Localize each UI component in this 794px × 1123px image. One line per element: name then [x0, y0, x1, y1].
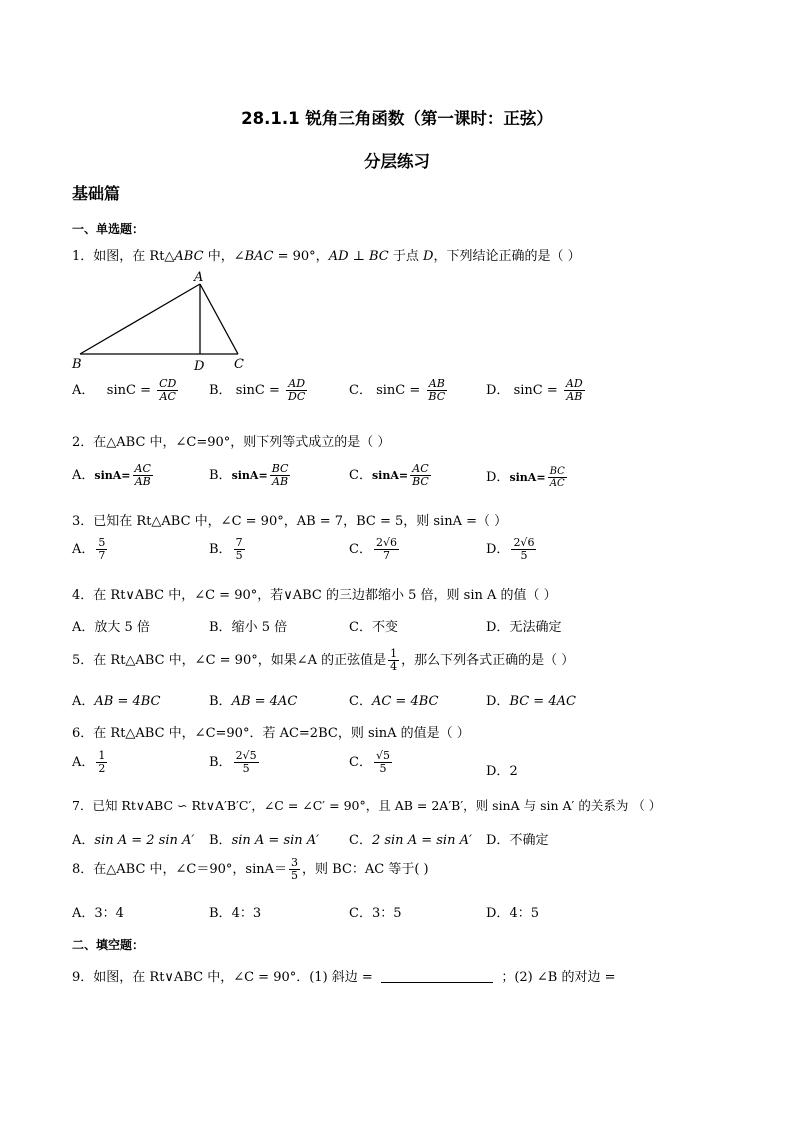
- label-c: C: [234, 357, 244, 372]
- q7-option-a[interactable]: A．sin A = 2 sin A′: [72, 833, 195, 848]
- q7-option-c[interactable]: C．2 sin A = sin A′: [349, 833, 472, 848]
- q3-option-b[interactable]: B． $\frac{7}{5}$: [209, 536, 243, 563]
- q4-option-d[interactable]: D．无法确定: [486, 620, 562, 635]
- q3-option-a[interactable]: A． $\frac{5}{7}$: [72, 536, 106, 563]
- q2-option-c[interactable]: C．sinA= $\frac{AC}{BC}$: [349, 462, 429, 489]
- q6-option-d[interactable]: D．2: [486, 764, 518, 779]
- label-d: D: [194, 359, 205, 374]
- question-2-stem: 2．在△ABC 中，∠C=90°，则下列等式成立的是（ ）: [72, 435, 391, 450]
- q8-option-d[interactable]: D．4：5: [486, 906, 539, 921]
- question-5-stem: 5．在 Rt△ABC 中，∠C = 90°，如果∠A 的正弦值是 $\frac{1}{4}$ ，那么下列各式正确的是（ ）: [72, 647, 575, 674]
- q5-option-b[interactable]: B．AB = 4AC: [209, 694, 298, 709]
- question-3-stem: 3．已知在 Rt△ABC 中，∠C = 90°，AB = 7，BC = 5，则 sinA =（ ）: [72, 514, 508, 529]
- page-subtitle: 分层练习: [364, 152, 430, 171]
- q1-option-b[interactable]: B． sinC = $\frac{AD}{DC}$: [209, 377, 306, 404]
- q8-option-b[interactable]: B．4：3: [209, 906, 262, 921]
- q5-option-c[interactable]: C．AC = 4BC: [349, 694, 439, 709]
- part-heading-single-choice: 一、单选题：: [72, 222, 145, 236]
- q2-option-a[interactable]: A．sinA= $\frac{AC}{AB}$: [72, 462, 151, 489]
- q7-option-b[interactable]: B．sin A = sin A′: [209, 833, 320, 848]
- q8-option-a[interactable]: A．3：4: [72, 906, 124, 921]
- q6-option-b[interactable]: B． $\frac{2√5}{5}$: [209, 749, 257, 776]
- q7-option-d[interactable]: D．不确定: [486, 833, 549, 848]
- question-9-stem: 9．如图，在 Rt∨ABC 中，∠C = 90°．(1) 斜边 = ；(2) ∠B 的对边 =: [72, 970, 616, 985]
- q6-option-c[interactable]: C． $\frac{√5}{5}$: [349, 749, 390, 776]
- q1-option-c[interactable]: C． sinC = $\frac{AB}{BC}$: [349, 377, 446, 404]
- label-a: A: [194, 270, 204, 285]
- part-heading-fill-blank: 二、填空题：: [72, 938, 145, 952]
- question-7-stem: 7．已知 Rt∨ABC ∽ Rt∨A′B′C′，∠C = ∠C′ = 90°，且 AB = 2A′B′，则 sinA 与 sin A′ 的关系为 （ ）: [72, 798, 662, 813]
- q5-option-d[interactable]: D．BC = 4AC: [486, 694, 576, 709]
- q4-option-b[interactable]: B．缩小 5 倍: [209, 620, 288, 635]
- segment-ab: [80, 284, 200, 354]
- question-4-stem: 4．在 Rt∨ABC 中，∠C = 90°，若∨ABC 的三边都缩小 5 倍，则 sin A 的值（ ）: [72, 588, 557, 603]
- segment-ac: [200, 284, 238, 354]
- q4-option-a[interactable]: A．放大 5 倍: [72, 620, 150, 635]
- question-1-stem: 1．如图，在 Rt△ABC 中，∠BAC = 90°，AD ⊥ BC 于点 D，下列结论正确的是（ ）: [72, 249, 581, 264]
- question-6-stem: 6．在 Rt△ABC 中，∠C=90°．若 AC=2BC，则 sinA 的值是（ ）: [72, 726, 470, 741]
- q6-option-a[interactable]: A． $\frac{1}{2}$: [72, 749, 106, 776]
- triangle-figure: [66, 266, 256, 376]
- q3-option-d[interactable]: D． $\frac{2√6}{5}$: [486, 536, 535, 563]
- q2-option-b[interactable]: B．sinA= $\frac{BC}{AB}$: [209, 462, 289, 489]
- q3-option-c[interactable]: C． $\frac{2√6}{7}$: [349, 536, 397, 563]
- q4-option-c[interactable]: C．不变: [349, 620, 398, 635]
- q8-option-c[interactable]: C．3：5: [349, 906, 402, 921]
- q9-blank-1[interactable]: [381, 982, 493, 983]
- page-title: 28.1.1 锐角三角函数（第一课时：正弦）: [241, 109, 553, 128]
- question-8-stem: 8．在△ABC 中，∠C＝90°，sinA＝ $\frac{3}{5}$ ，则 BC：AC 等于( ): [72, 856, 429, 883]
- section-heading: 基础篇: [72, 184, 121, 203]
- q1-option-a[interactable]: A． sinC = $\frac{CD}{AC}$: [72, 377, 177, 404]
- q2-option-d[interactable]: D．sinA= $\frac{BC}{AC}$: [486, 466, 565, 489]
- q5-option-a[interactable]: A．AB = 4BC: [72, 694, 161, 709]
- q1-option-d[interactable]: D． sinC = $\frac{AD}{AB}$: [486, 377, 583, 404]
- label-b: B: [72, 357, 82, 372]
